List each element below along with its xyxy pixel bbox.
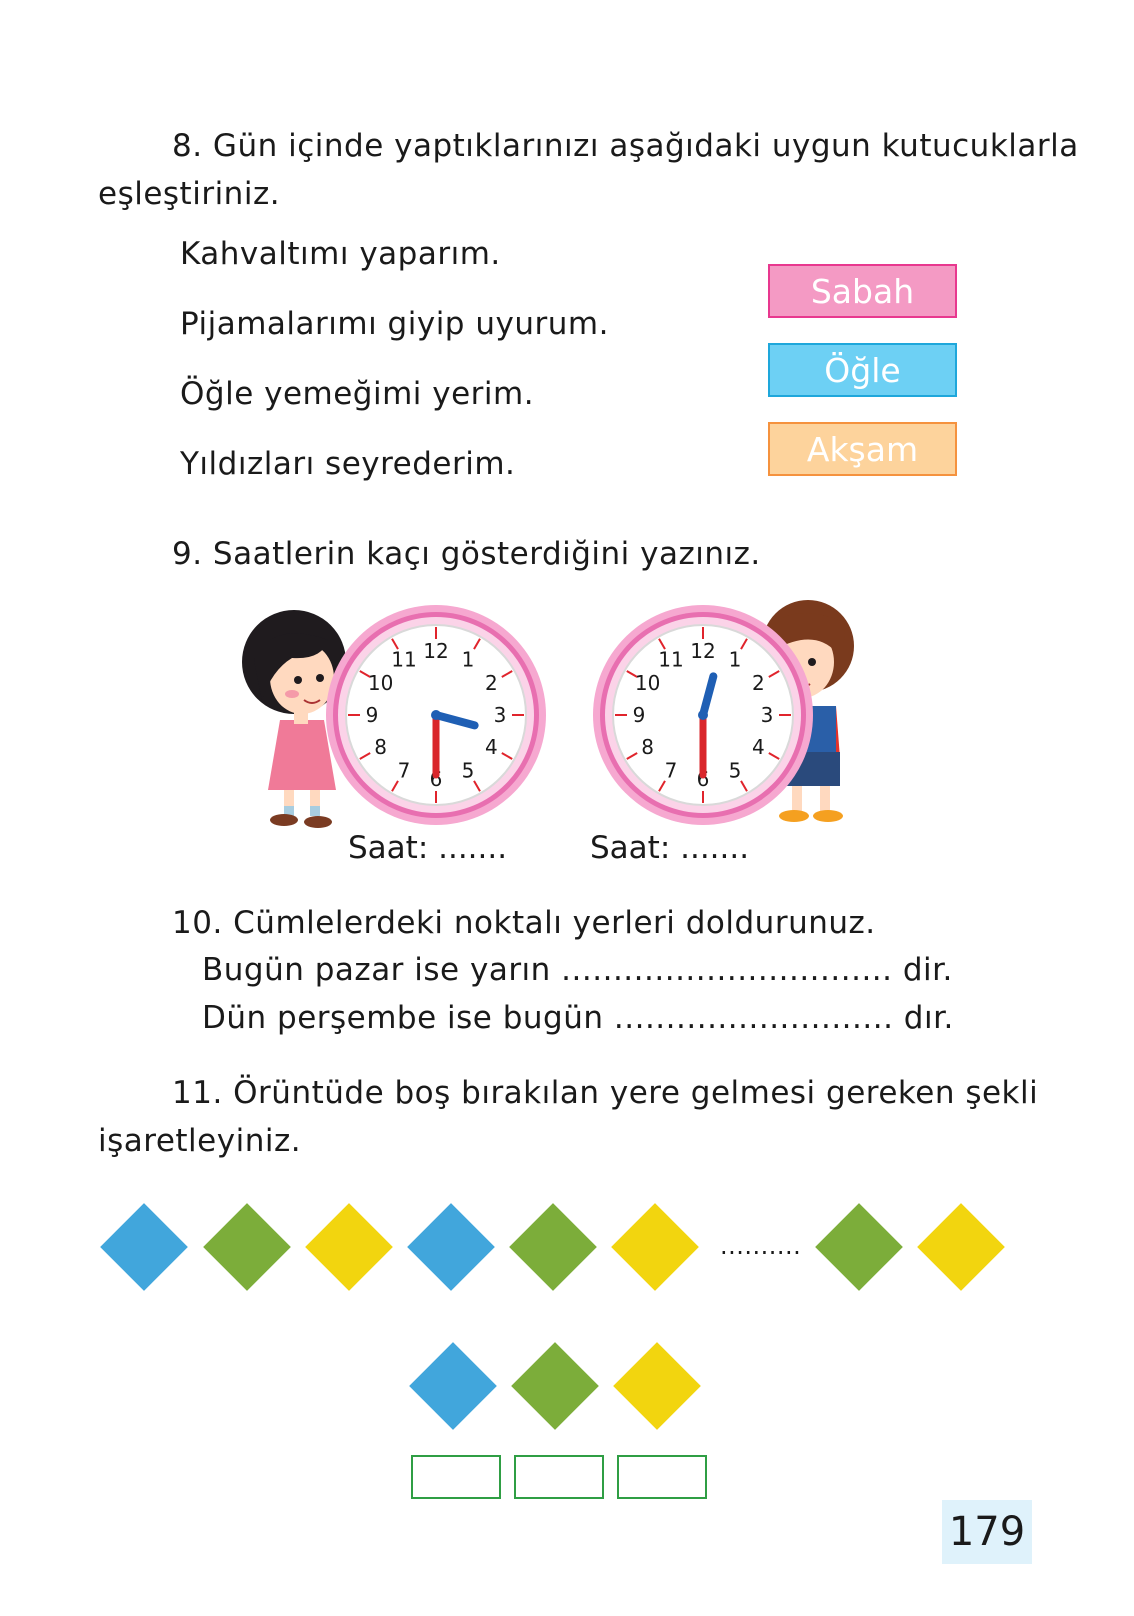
q8-sentence-breakfast: Kahvaltımı yaparım. [180, 236, 501, 272]
q10-line1[interactable]: Bugün pazar ise yarın ................................ dir. [202, 952, 953, 988]
q8-instruction-line1: 8. Gün içinde yaptıklarınızı aşağıdaki uygun kutucuklarla [172, 128, 1079, 164]
pattern-diamond [203, 1203, 291, 1291]
q10-line2[interactable]: Dün perşembe ise bugün ........................... dır. [202, 1000, 954, 1036]
clock-number: 8 [374, 735, 387, 759]
option-diamond-green[interactable] [511, 1342, 599, 1430]
pattern-diamond [407, 1203, 495, 1291]
q9-instruction: 9. Saatlerin kaçı gösterdiğini yazınız. [172, 536, 761, 572]
pattern-diamond [917, 1203, 1005, 1291]
clock-number: 3 [493, 703, 507, 727]
clock-number: 1 [728, 647, 742, 672]
pattern-diamond [509, 1203, 597, 1291]
clock-number: 7 [397, 758, 411, 783]
answer-box-blue[interactable] [411, 1455, 501, 1499]
clock-number: 6 [696, 767, 710, 791]
clock-number: 6 [429, 767, 443, 791]
clock-number: 3 [760, 703, 774, 727]
clock-number: 2 [752, 671, 765, 695]
clock-number: 1 [461, 647, 475, 672]
q8-sentence-lunch: Öğle yemeğimi yerim. [180, 376, 535, 412]
pattern-diamond [305, 1203, 393, 1291]
clock-number: 8 [641, 735, 654, 759]
clock-number: 9 [632, 703, 646, 727]
option-diamond-yellow[interactable] [613, 1342, 701, 1430]
box-aksam[interactable]: Akşam [768, 422, 957, 476]
box-sabah[interactable]: Sabah [768, 264, 957, 318]
option-diamond-blue[interactable] [409, 1342, 497, 1430]
clock-left-saat-label[interactable]: Saat: ....... [348, 830, 508, 866]
clock-number: 9 [365, 703, 379, 727]
pattern-diamond [100, 1203, 188, 1291]
q11-instruction-line2: işaretleyiniz. [98, 1123, 302, 1159]
clock-number: 10 [367, 671, 394, 695]
q10-instruction: 10. Cümlelerdeki noktalı yerleri doldurunuz. [172, 905, 876, 941]
clock-left [321, 600, 551, 830]
clock-number: 4 [752, 735, 765, 759]
q11-instruction-line1: 11. Örüntüde boş bırakılan yere gelmesi gereken şekli [172, 1075, 1039, 1111]
clock-number: 12 [423, 639, 449, 663]
box-ogle[interactable]: Öğle [768, 343, 957, 397]
clock-number: 5 [461, 758, 475, 783]
page-number: 179 [942, 1500, 1032, 1564]
clock-number: 7 [664, 758, 678, 783]
answer-box-yellow[interactable] [617, 1455, 707, 1499]
clock-number: 5 [728, 758, 742, 783]
pattern-blank[interactable]: .......... [720, 1232, 802, 1260]
answer-box-green[interactable] [514, 1455, 604, 1499]
clock-right [588, 600, 818, 830]
clock-number: 12 [690, 639, 716, 663]
clock-number: 10 [634, 671, 661, 695]
clock-number: 4 [485, 735, 498, 759]
clock-number: 11 [391, 647, 417, 672]
pattern-diamond [611, 1203, 699, 1291]
clock-number: 2 [485, 671, 498, 695]
pattern-diamond [815, 1203, 903, 1291]
q8-sentence-sleep: Pijamalarımı giyip uyurum. [180, 306, 609, 342]
clock-number: 11 [658, 647, 684, 672]
q8-sentence-stars: Yıldızları seyrederim. [180, 446, 516, 482]
clock-right-saat-label[interactable]: Saat: ....... [590, 830, 750, 866]
q8-instruction-line2: eşleştiriniz. [98, 176, 281, 212]
